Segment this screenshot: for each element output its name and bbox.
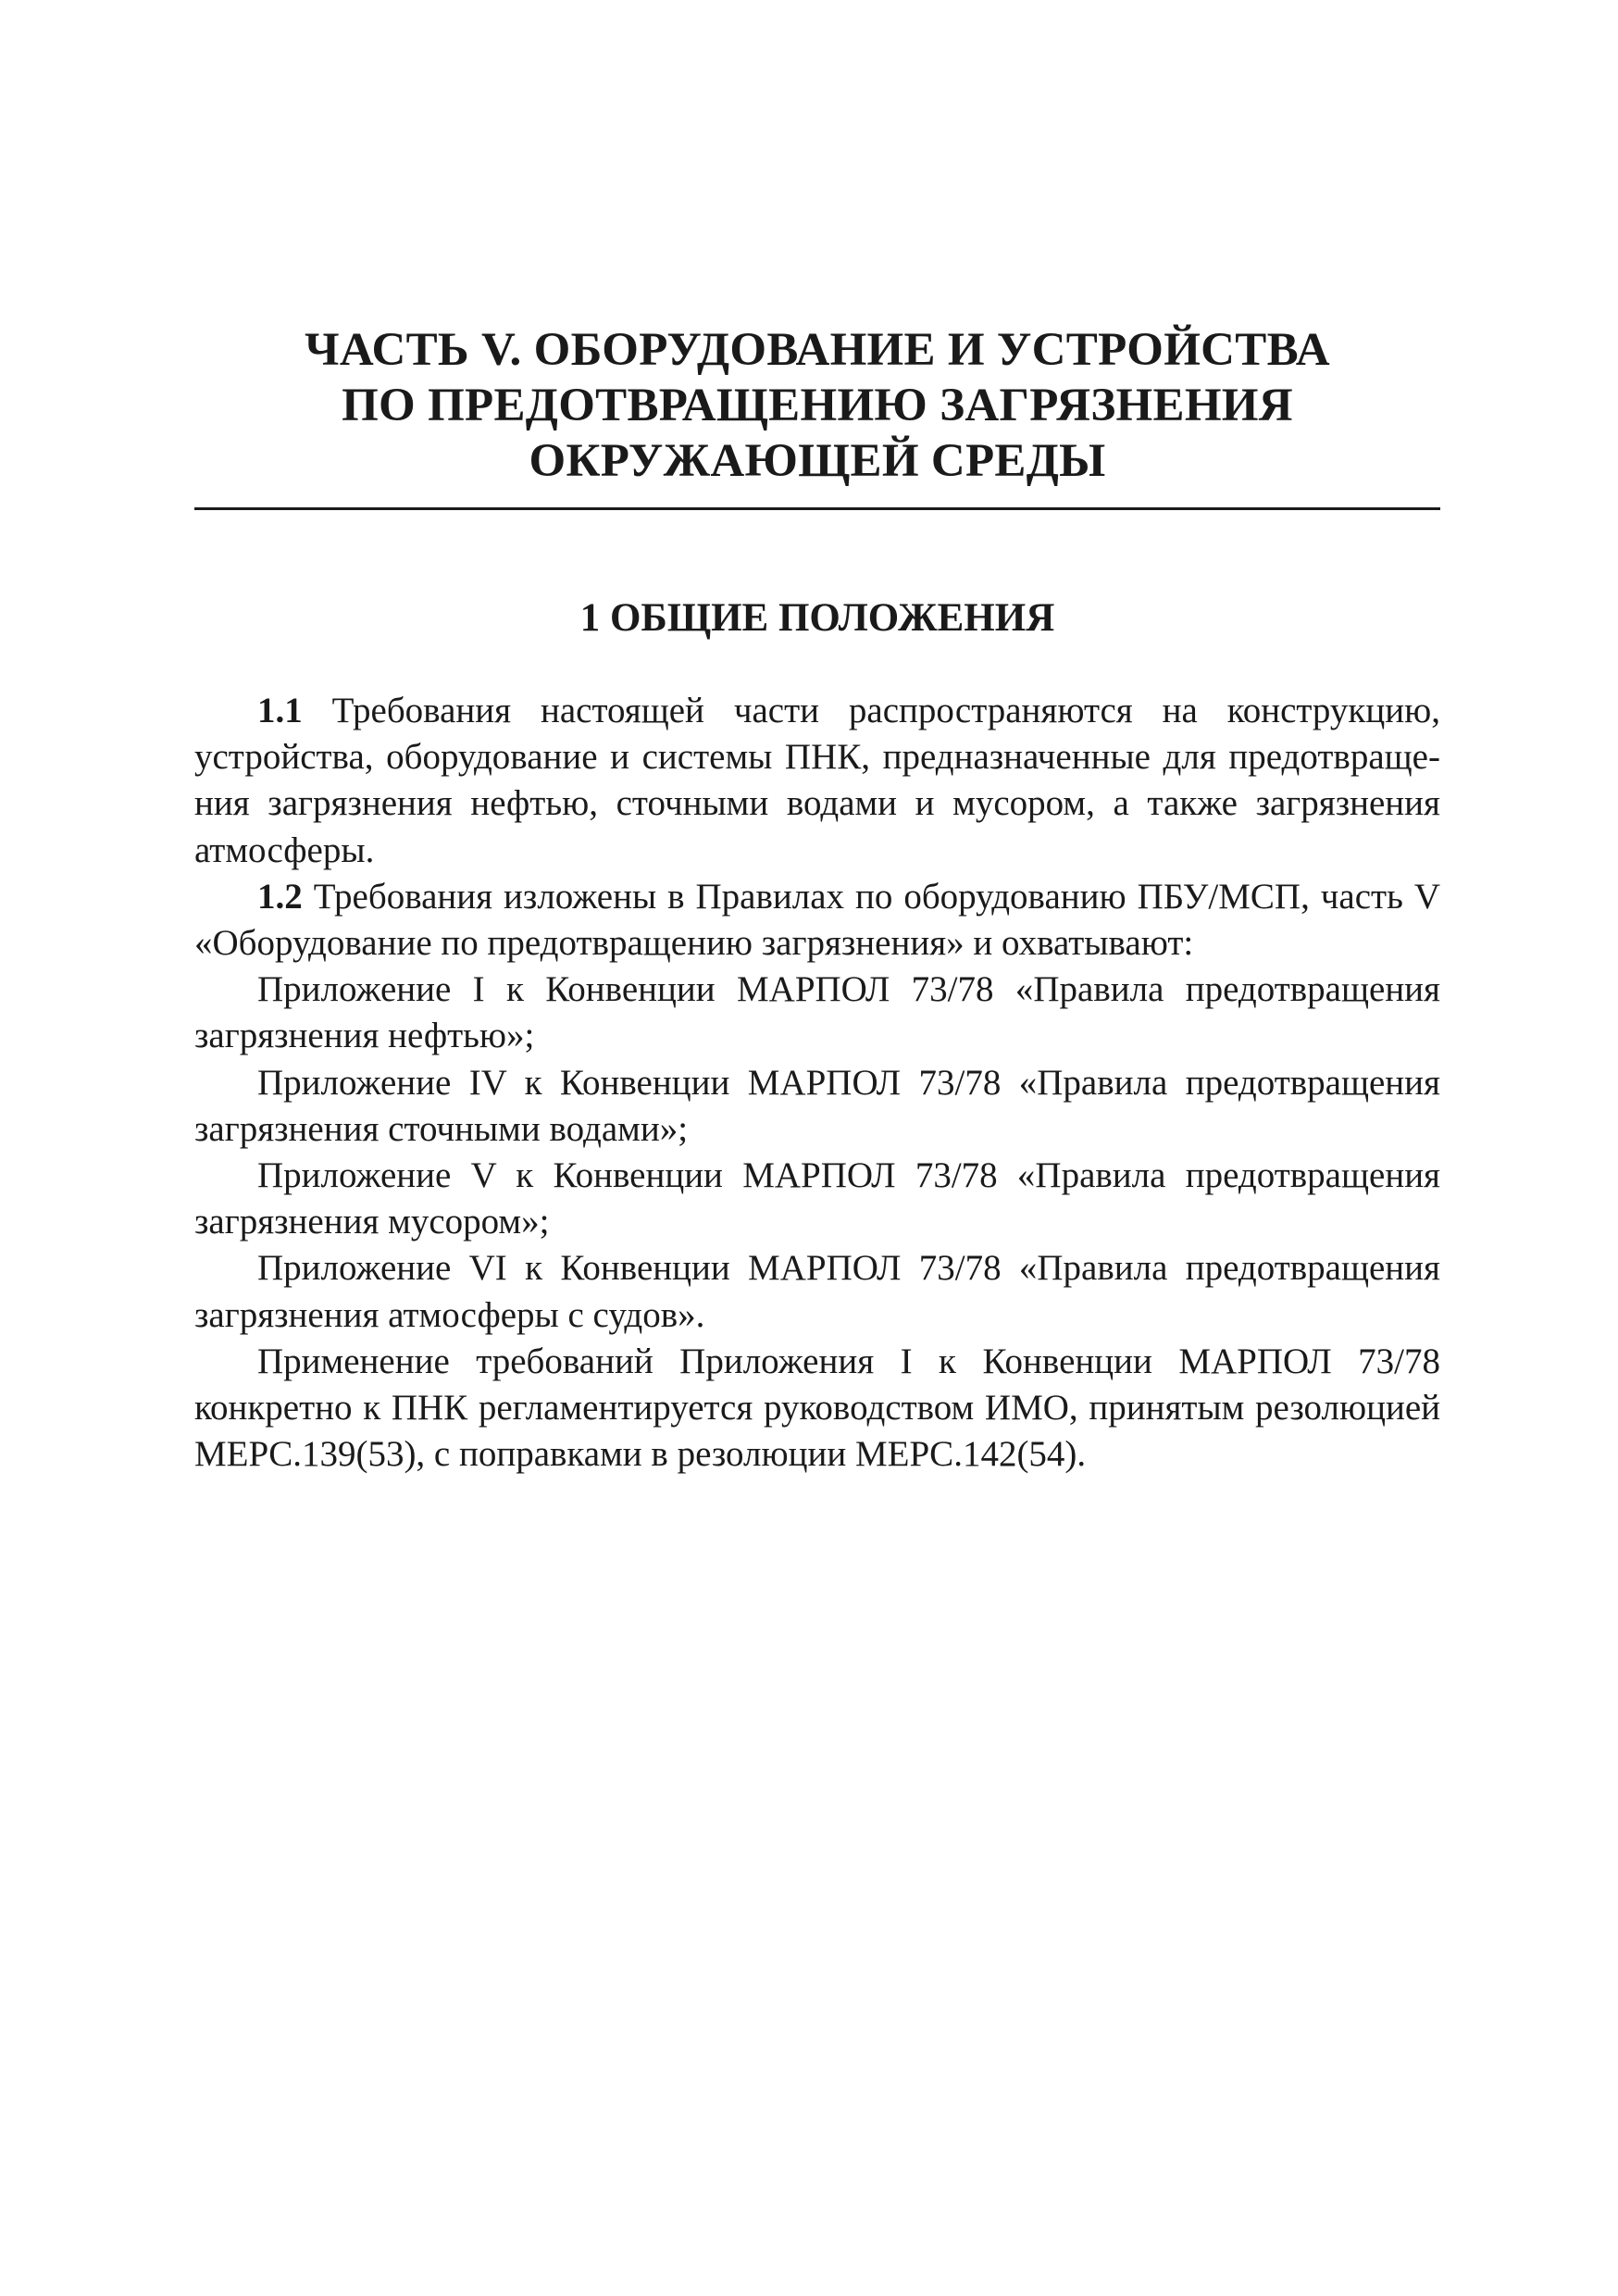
application-paragraph: Применение требований Приложения I к Конвенции МАРПОЛ 73/78 конкретно к ПНК регламентируется руководством ИМО, принятым резолюцией MEPC.139(53), с поправками в резолюции MEPC.142(54). bbox=[194, 1341, 1440, 1475]
part-title-line-2: ПО ПРЕДОТВРАЩЕНИЮ ЗАГРЯЗНЕНИЯ bbox=[342, 380, 1293, 431]
part-title-line-3: ОКРУЖАЮЩЕЙ СРЕДЫ bbox=[529, 435, 1106, 487]
paragraph-1-2 bbox=[194, 874, 1440, 967]
annex-iv-item: Приложение IV к Конвенции МАРПОЛ 73/78 «Правила предотвращения загрязнения сточными водами»; bbox=[194, 1062, 1440, 1149]
paragraph-number: 1.2 bbox=[257, 876, 303, 917]
paragraph-text: Требования настоящей части распространяются на конструкцию, устройства, оборудование и системы ПНК, предназначенные для предотвращения загрязнения нефтью, сточными водами и мусором, а также загрязнения атмосферы. bbox=[194, 691, 1440, 870]
part-title-line-1: ЧАСТЬ V. ОБОРУДОВАНИЕ И УСТРОЙСТВА bbox=[305, 324, 1330, 376]
annex-i-item: Приложение I к Конвенции МАРПОЛ 73/78 «Правила предотвращения загрязнения нефтью»; bbox=[194, 969, 1440, 1056]
annex-vi-item: Приложение VI к Конвенции МАРПОЛ 73/78 «Правила предотвращения загрязнения атмосферы с судов». bbox=[194, 1248, 1440, 1335]
part-title bbox=[194, 322, 1440, 489]
annex-v-item: Приложение V к Конвенции МАРПОЛ 73/78 «Правила предотвращения загрязнения мусором»; bbox=[194, 1155, 1440, 1242]
paragraph-number: 1.1 bbox=[257, 691, 303, 730]
body-text bbox=[194, 688, 1440, 1478]
title-divider bbox=[194, 507, 1440, 510]
section-title: 1 ОБЩИЕ ПОЛОЖЕНИЯ bbox=[579, 596, 1055, 640]
paragraph-text: Требования изложены в Правилах по оборудованию ПБУ/МСП, часть V «Оборудование по предотвращению загрязнения» и охватывают: bbox=[194, 876, 1440, 964]
paragraph-1-1 bbox=[194, 688, 1440, 874]
